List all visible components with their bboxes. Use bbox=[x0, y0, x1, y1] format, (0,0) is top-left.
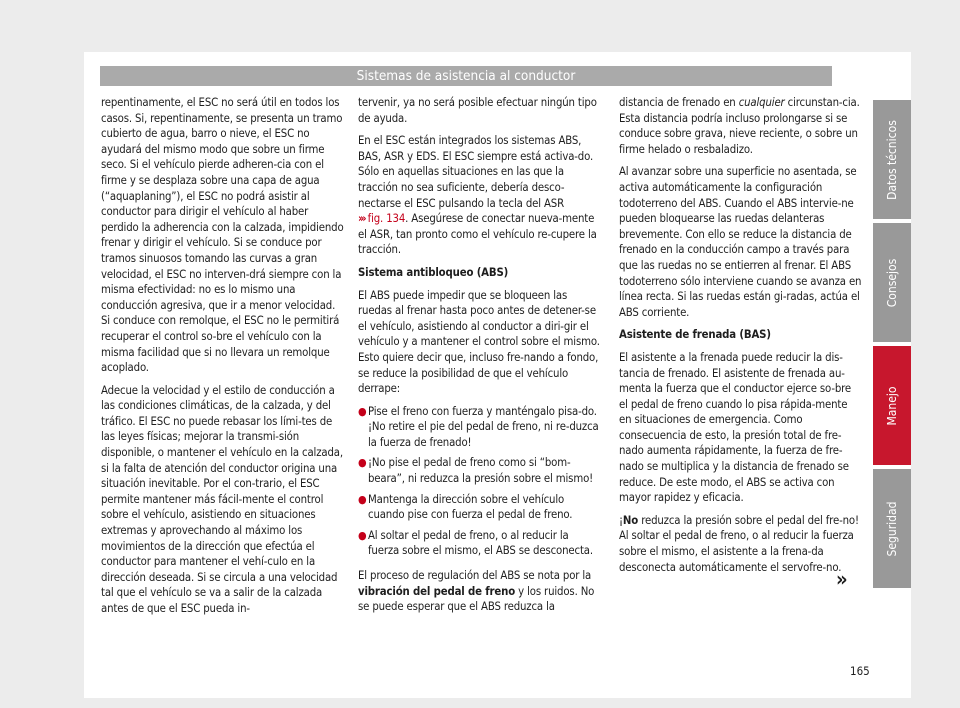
paragraph-text: distancia de frenado en bbox=[619, 96, 739, 109]
paragraph-text: El proceso de regulación del ABS se nota por la bbox=[358, 569, 592, 583]
paragraph: El ABS puede impedir que se bloqueen las ruedas al frenar hasta poco antes de detener-se el vehículo, asistiendo al conductor a diri-gir el vehículo y a mantener el control sobre el mismo. Esto quiere decir que, incluso fre-nando a fondo, se reduce la posibilidad de que el vehículo derrape: bbox=[358, 288, 600, 396]
page-number: 165 bbox=[850, 664, 870, 678]
tab-datos-tecnicos[interactable] bbox=[873, 100, 911, 219]
tab-seguridad[interactable] bbox=[873, 469, 911, 588]
list-item bbox=[358, 455, 601, 486]
bullet-icon: ● bbox=[358, 404, 367, 418]
paragraph-text: ¡ bbox=[619, 513, 623, 527]
tab-label: Consejos bbox=[885, 258, 899, 307]
list-item bbox=[358, 404, 601, 451]
bullet-icon: ● bbox=[358, 492, 367, 506]
tab-consejos[interactable] bbox=[873, 223, 911, 342]
paragraph-text: . Asegúrese de conectar nueva-mente el ASR, tan pronto como el vehículo re-cupere la tracción. bbox=[358, 212, 597, 257]
paragraph: El asistente a la frenada puede reducir la dis-tancia de frenado. El asistente de frenada au-menta la fuerza que el conductor ejerce so-bre el pedal de freno cuando lo pisa rápida-mente en situaciones de emergencia. Como consecuencia de esto, la presión total de fre-nado aumenta rápidamente, la fuerza de fre-nado se multiplica y la distancia de frenado se reduce. De este modo, el ABS se activa con mayor rapidez y eficacia. bbox=[619, 350, 852, 505]
paragraph-text: reduzca la presión sobre el pedal del fre-no! Al soltar el pedal de freno, o al reducir la fuerza sobre el mismo, el asistente a la frena-da desconecta automáticamente el servofre-no. bbox=[619, 513, 859, 574]
list-item bbox=[358, 528, 601, 559]
paragraph: tervenir, ya no será posible efectuar ningún tipo de ayuda. bbox=[358, 96, 597, 125]
continue-arrow-icon: » bbox=[836, 567, 848, 591]
paragraph bbox=[358, 568, 601, 615]
list-item bbox=[358, 492, 601, 523]
text-column-1 bbox=[101, 95, 344, 624]
emphasis-text: cualquier bbox=[738, 96, 785, 109]
paragraph-text: y los ruidos. No se puede esperar que el ABS reduzca la bbox=[358, 584, 595, 614]
tab-label: Manejo bbox=[885, 385, 899, 426]
text-column-2 bbox=[358, 95, 601, 622]
paragraph-text: En el ESC están integrados los sistemas ABS, BAS, ASR y EDS. El ESC siempre está activa-do. Sólo en aquellas situaciones en las que la tracción no sea suficiente, debería desco-nectarse el ESC pulsando la tecla del ASR bbox=[358, 134, 594, 210]
section-header: Sistemas de asistencia al conductor bbox=[100, 66, 832, 86]
reference-arrows: ››› bbox=[358, 212, 365, 226]
list-item-text: Al soltar el pedal de freno, o al reducir la fuerza sobre el mismo, el ABS se desconecta. bbox=[368, 528, 593, 558]
paragraph: Adecue la velocidad y el estilo de conducción a las condiciones climáticas, de la calzada, y del tráfico. El ESC no puede rebasar los lími-tes de las leyes físicas; mejorar la transmi-sión disponible, o mantener el vehículo en la calzada, si la falta de atención del conductor origina una situación inevitable. Por el con-trario, el ESC permite mantener más fácil-mente el control sobre el vehículo, asistiendo en situaciones extremas y aprovechando al máximo los movimientos de la dirección que efectúa el conductor para mantener el vehí-culo en la dirección deseada. Si se circula a una velocidad tal que el vehículo se va a salir de la calzada antes de que el ESC pueda in- bbox=[101, 383, 343, 615]
paragraph: Al avanzar sobre una superficie no asentada, se activa automáticamente la configuración todoterreno del ABS. Cuando el ABS intervie-ne pueden bloquearse las ruedas delanteras brevemente. Con ello se reduce la distancia de frenado en la conducción campo a través para que las ruedas no se entierren al frenar. El ABS todoterreno sólo interviene cuando se avanza en línea recta. Si las ruedas están gi-radas, actúa el ABS corriente. bbox=[619, 165, 862, 319]
paragraph: repentinamente, el ESC no será útil en todos los casos. Si, repentinamente, se presenta un tramo cubierto de agua, barro o nieve, el ESC no ayudará del mismo modo que sobre un firme seco. Si el vehículo pierde adheren-cia con el firme y se desplaza sobre una capa de agua (“aquaplaning”), el ESC no podrá asistir al conductor para dirigir el vehículo al haber perdido la adherencia con la calzada, impidiendo frenar y dirigir el vehículo. Si se conduce por tramos sinuosos tomando las curvas a gran velocidad, el ESC no interven-drá siempre con la misma efectividad: no es lo mismo una conducción agresiva, que ir a menor velocidad. Si conduce con remolque, el ESC no le permitirá recuperar el control so-bre el vehículo con la misma facilidad que si no llevara un remolque acoplado. bbox=[101, 96, 344, 375]
text-column-3 bbox=[619, 95, 862, 582]
emphasis-text: No bbox=[622, 513, 639, 527]
bullet-icon: ● bbox=[358, 528, 367, 542]
list-item-text: Mantenga la dirección sobre el vehículo cuando pise con fuerza el pedal de freno. bbox=[368, 492, 573, 522]
abs-heading: Sistema antibloqueo (ABS) bbox=[358, 265, 509, 279]
tab-label: Datos técnicos bbox=[885, 119, 899, 200]
tab-manejo[interactable] bbox=[873, 346, 911, 465]
emphasis-text: vibración del pedal de freno bbox=[358, 584, 516, 598]
paragraph bbox=[358, 133, 601, 258]
tab-label: Seguridad bbox=[885, 501, 899, 556]
list-item-text: ¡No pise el pedal de freno como si “bom-beara”, ni reduzca la presión sobre el mismo! bbox=[368, 456, 594, 486]
bas-heading: Asistente de frenada (BAS) bbox=[619, 328, 771, 342]
paragraph-text: circunstan-cia. Esta distancia podría incluso prolongarse si se conduce sobre grava, nieve reciente, o sobre un firme helado o resbaladizo. bbox=[619, 96, 860, 156]
paragraph bbox=[619, 95, 862, 157]
list-item-text: Pise el freno con fuerza y manténgalo pisa-do. ¡No retire el pie del pedal de freno, ni re-duzca la fuerza de frenado! bbox=[368, 404, 599, 449]
figure-link[interactable]: fig. 134 bbox=[367, 212, 406, 226]
paragraph bbox=[619, 513, 862, 575]
bullet-icon: ● bbox=[358, 456, 367, 470]
